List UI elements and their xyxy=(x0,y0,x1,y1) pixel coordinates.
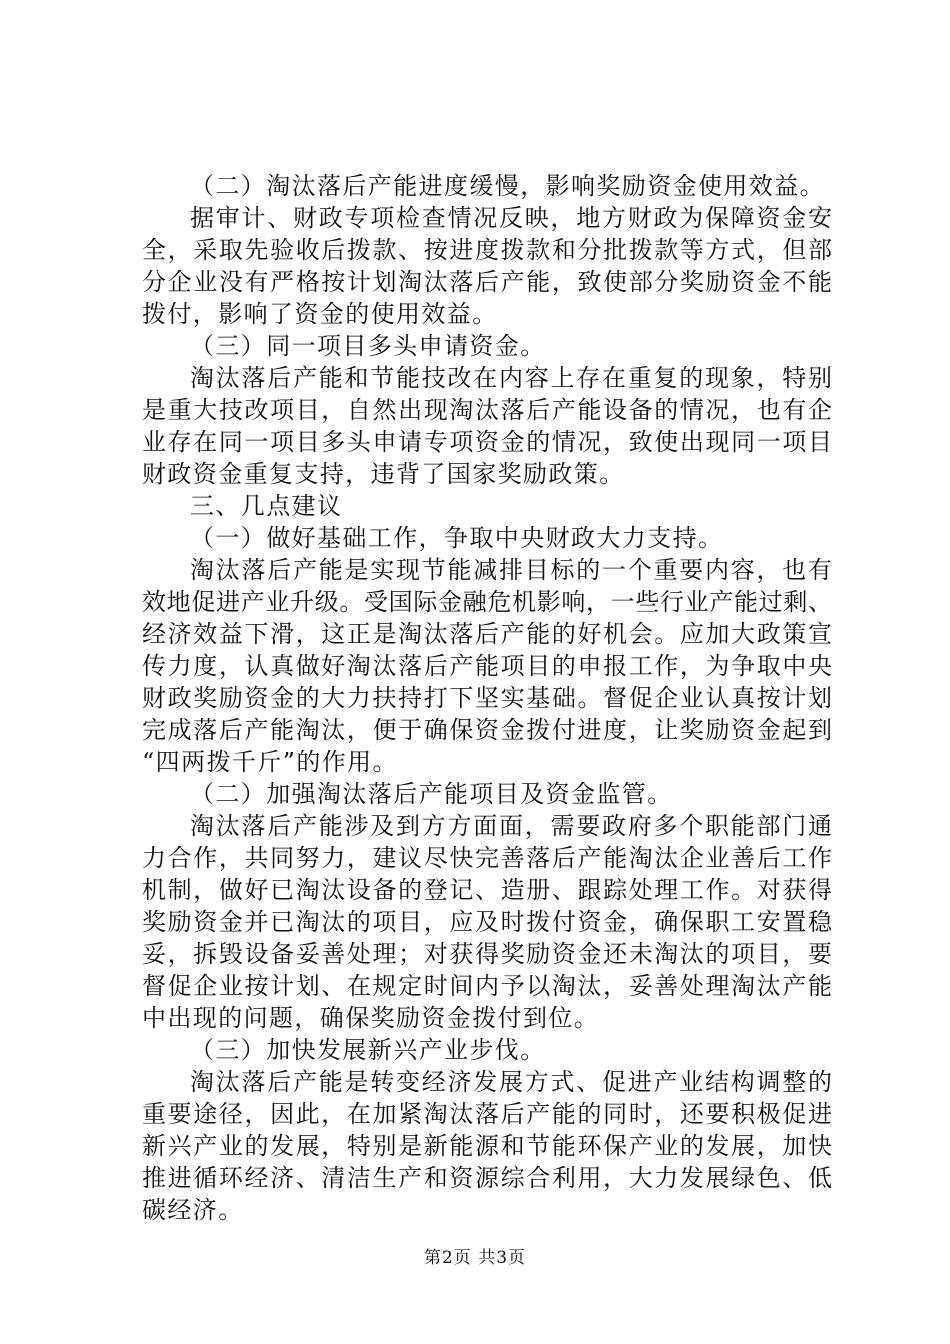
document-body xyxy=(142,170,832,1226)
section-heading: （一）做好基础工作，争取中央财政大力支持。 xyxy=(190,524,724,552)
section-heading: （三）同一项目多头申请资金。 xyxy=(190,332,546,360)
paragraph-line: 机制，做好已淘汰设备的登记、造册、跟踪处理工作。对获得 xyxy=(142,876,832,904)
paragraph-line: 奖励资金并已淘汰的项目，应及时拨付资金，确保职工安置稳 xyxy=(142,908,832,936)
section-heading: （三）加快发展新兴产业步伐。 xyxy=(190,1036,546,1064)
paragraph-line: 全，采取先验收后拨款、按进度拨款和分批拨款等方式，但部 xyxy=(142,236,832,264)
paragraph-line: 新兴产业的发展，特别是新能源和节能环保产业的发展，加快 xyxy=(142,1132,832,1160)
paragraph-line: 淘汰落后产能涉及到方方面面，需要政府多个职能部门通 xyxy=(190,812,832,840)
paragraph-line: 中出现的问题，确保奖励资金拨付到位。 xyxy=(142,1004,600,1032)
paragraph-line: 力合作，共同努力，建议尽快完善落后产能淘汰企业善后工作 xyxy=(142,844,832,872)
paragraph-line: 淘汰落后产能是实现节能减排目标的一个重要内容，也有 xyxy=(190,556,832,584)
page-number-footer: 第2页 共3页 xyxy=(423,1248,527,1268)
paragraph-line: 是重大技改项目，自然出现淘汰落后产能设备的情况，也有企 xyxy=(142,396,832,424)
paragraph-line: 业存在同一项目多头申请专项资金的情况，致使出现同一项目 xyxy=(142,428,832,456)
paragraph-line: 推进循环经济、清洁生产和资源综合利用，大力发展绿色、低 xyxy=(142,1164,832,1192)
section-heading: （二）淘汰落后产能进度缓慢，影响奖励资金使用效益。 xyxy=(190,172,825,200)
paragraph-line: 妥，拆毁设备妥善处理；对获得奖励资金还未淘汰的项目，要 xyxy=(142,940,832,968)
section-heading: （二）加强淘汰落后产能项目及资金监管。 xyxy=(190,780,673,808)
paragraph-line: 据审计、财政专项检查情况反映，地方财政为保障资金安 xyxy=(190,204,832,232)
paragraph-line: 督促企业按计划、在规定时间内予以淘汰，妥善处理淘汰产能 xyxy=(142,972,832,1000)
paragraph-line: 完成落后产能淘汰，便于确保资金拨付进度，让奖励资金起到 xyxy=(142,716,832,744)
paragraph-line: 财政资金重复支持，违背了国家奖励政策。 xyxy=(142,460,625,488)
paragraph-line: “四两拨千斤”的作用。 xyxy=(142,748,398,776)
paragraph-line: 经济效益下滑，这正是淘汰落后产能的好机会。应加大政策宣 xyxy=(142,620,832,648)
paragraph-line: 淘汰落后产能是转变经济发展方式、促进产业结构调整的 xyxy=(190,1068,832,1096)
paragraph-line: 传力度，认真做好淘汰落后产能项目的申报工作，为争取中央 xyxy=(142,652,832,680)
section-heading: 三、几点建议 xyxy=(190,492,343,520)
paragraph-line: 拨付，影响了资金的使用效益。 xyxy=(142,300,498,328)
paragraph-line: 分企业没有严格按计划淘汰落后产能，致使部分奖励资金不能 xyxy=(142,268,832,296)
paragraph-line: 重要途径，因此，在加紧淘汰落后产能的同时，还要积极促进 xyxy=(142,1100,832,1128)
paragraph-line: 碳经济。 xyxy=(142,1196,244,1224)
paragraph-line: 淘汰落后产能和节能技改在内容上存在重复的现象，特别 xyxy=(190,364,832,392)
paragraph-line: 财政奖励资金的大力扶持打下坚实基础。督促企业认真按计划 xyxy=(142,684,832,712)
paragraph-line: 效地促进产业升级。受国际金融危机影响，一些行业产能过剩、 xyxy=(142,588,832,616)
